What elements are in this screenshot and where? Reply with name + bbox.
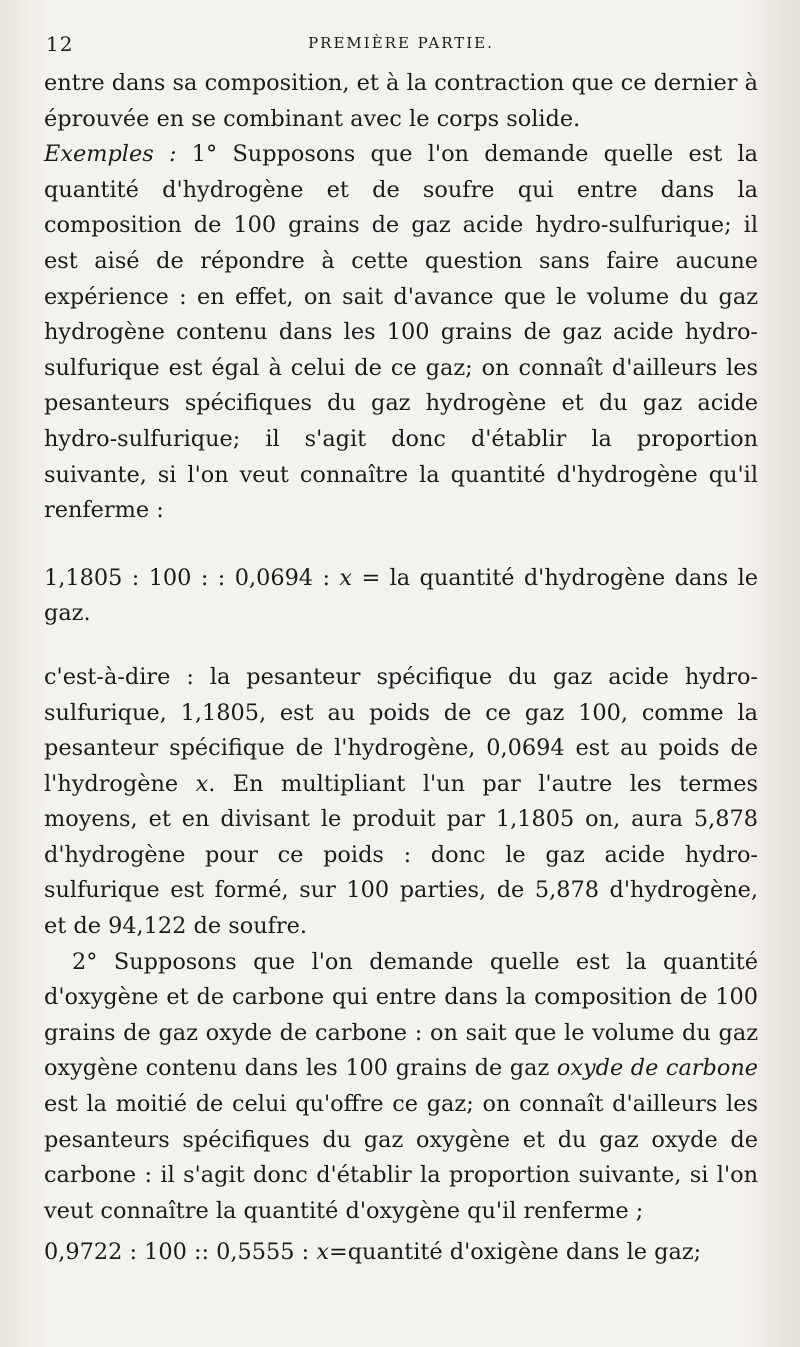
example-2-text-a: 2° Supposons que l'on demande quelle est la quantité d'oxygène et de carbone qui entre dans la composition de 100 grains de gaz oxyde de carbone : on sait que le volume du gaz oxygène contenu dans les 100 grains de gaz [44,948,758,1082]
paragraph-example-2 [44,945,758,1230]
paragraph-explanation [44,660,758,945]
proportion-2-result: =quantité d'oxigène dans le gaz; [328,1239,702,1266]
proportion-1-variable: x [339,564,353,591]
example-2-italic: oxyde de carbone [556,1055,758,1082]
proportion-1-terms: 1,1805 : 100 : : 0,0694 : [44,564,340,591]
example-2-text-b: est la moitié de celui qu'offre ce gaz; on connaît d'ailleurs les pesanteurs spécifiques du gaz oxygène et du gaz oxyde de carbone : il s'agit donc d'établir la proportion suivante, si l'on veut connaître la quantité d'oxygène qu'il renferme ; [44,1091,758,1224]
explanation-text-b: . En multipliant l'un par l'autre les termes moyens, et en divisant le produit par 1,1805 on, aura 5,878 d'hydrogène pour ce poids : donc le gaz acide hydro-sulfurique est formé, sur 100 parties, de 5,878 d'hydrogène, et de 94,122 de soufre. [44,770,758,940]
proportion-1-result: = la quantité d'hydrogène dans le gaz. [44,564,758,627]
body-text [44,66,758,1271]
page-number: 12 [46,32,74,56]
running-head [44,32,758,62]
proportion-2-terms: 0,9722 : 100 :: 0,5555 : [44,1239,317,1266]
proportion-1 [44,561,758,632]
examples-label: Exemples : [44,141,177,168]
explanation-text-a: c'est-à-dire : la pesanteur spécifique du gaz acide hydro-sulfurique, 1,1805, est au poids de ce gaz 100, comme la pesanteur spécifique de l'hydrogène, 0,0694 est au poids de l'hydrogène [44,663,758,797]
paragraph-continuation: entre dans sa composition, et à la contraction que ce dernier à éprouvée en se combinant avec le corps solide. [44,70,758,132]
paragraph-example-1 [44,137,758,529]
proportion-2 [44,1235,758,1271]
explanation-variable: x [195,770,209,797]
example-1-text: 1° Supposons que l'on demande quelle est la quantité d'hydrogène et de soufre qui entre dans la composition de 100 grains de gaz acide hydro-sulfurique; il est aisé de répondre à cette question sans faire aucune expérience : en effet, on sait d'avance que le volume du gaz hydrogène contenu dans les 100 grains de gaz acide hydro-sulfurique est égal à celui de ce gaz; on connaît d'ailleurs les pesanteurs spécifiques du gaz hydrogène et du gaz acide hydro-sulfurique; il s'agit donc d'établir la proportion suivante, si l'on veut connaître la quantité d'hydrogène qu'il renferme : [44,141,758,524]
section-title: PREMIÈRE PARTIE. [308,34,494,52]
proportion-2-variable: x [316,1239,329,1266]
